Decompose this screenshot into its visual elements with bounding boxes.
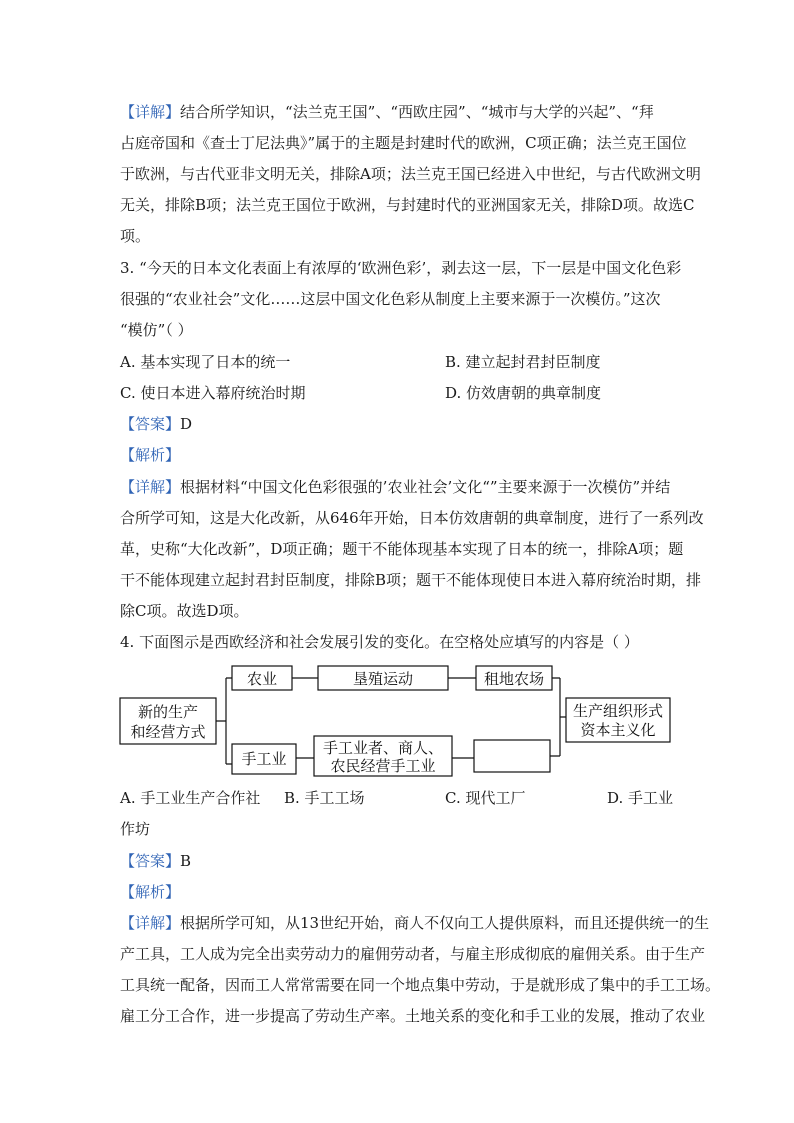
q3-stem-line-1: 3. “今天的日本文化表面上有浓厚的‘欧洲色彩’，剥去这一层，下一层是中国文化色彩: [120, 259, 682, 277]
q3-stem-line-2: 很强的“农业社会”文化……这层中国文化色彩从制度上主要来源于一次模仿。”这次: [120, 290, 661, 308]
top-row-2: 垦殖运动: [352, 670, 414, 688]
right-box-line-1: 生产组织形式: [572, 702, 664, 720]
q4-detail-line-1: 【详解】根据所学可知，从13世纪开始，商人不仅向工人提供原料，而且还提供统一的生: [120, 914, 710, 932]
q4-detail-line-4: 雇工分工合作，进一步提高了劳动生产率。土地关系的变化和手工业的发展，推动了农业: [120, 1007, 706, 1025]
prev-detail-line-2: 占庭帝国和《查士丁尼法典》”属于的主题是封建时代的欧洲，C项正确；法兰克王国位: [120, 134, 687, 152]
detail-tag: 【详解】: [120, 103, 181, 121]
q3-option-d: D. 仿效唐朝的典章制度: [445, 384, 602, 402]
left-box-line-1: 新的生产: [137, 703, 199, 721]
answer-value: B: [180, 852, 192, 870]
q4-detail-line-3: 工具统一配备，因而工人常常需要在同一个地点集中劳动，于是就形成了集中的手工工场。: [120, 976, 721, 994]
q3-option-c: C. 使日本进入幕府统治时期: [120, 384, 306, 402]
answer-value: D: [180, 415, 193, 433]
flow-diagram: [118, 660, 678, 780]
q3-detail-line-5: 除C项。故选D项。: [120, 602, 249, 620]
q3-option-a: A. 基本实现了日本的统一: [120, 353, 291, 371]
prev-detail-line-4: 无关，排除B项；法兰克王国位于欧洲，与封建时代的亚洲国家无关，排除D项。故选C: [120, 196, 695, 214]
q3-detail-line-3: 革，史称“大化改新”，D项正确；题干不能体现基本实现了日本的统一，排除A项；题: [120, 540, 684, 558]
detail-tag: 【详解】: [120, 478, 181, 496]
q4-answer: [120, 851, 680, 871]
right-box-line-2: 资本主义化: [580, 721, 656, 739]
q3-stem-line-3: “模仿”（ ）: [120, 321, 193, 339]
q4-option-a: A. 手工业生产合作社: [120, 789, 261, 807]
left-bracket: [216, 678, 232, 764]
q3-analysis-tag: 【解析】: [120, 446, 181, 464]
detail-tag: 【详解】: [120, 914, 181, 932]
blank-answer-box: [474, 740, 550, 772]
top-row-1: 农业: [246, 670, 278, 688]
prev-detail-line-1: 【详解】结合所学知识，“法兰克王国”、“西欧庄园”、“城市与大学的兴起”、“拜: [120, 103, 654, 121]
q3-detail-line-2: 合所学可知，这是大化改新，从646年开始，日本仿效唐朝的典章制度，进行了一系列改: [120, 509, 704, 527]
q4-option-d-continued: 作坊: [120, 820, 151, 838]
q3-option-b: B. 建立起封君封臣制度: [445, 353, 601, 371]
q4-analysis-tag: 【解析】: [120, 883, 181, 901]
q3-detail-line-4: 干不能体现建立起封君封臣制度，排除B项；题干不能体现使日本进入幕府统治时期，排: [120, 571, 702, 589]
prev-detail-line-5: 项。: [120, 227, 151, 245]
bottom-row-1: 手工业: [241, 750, 287, 768]
q4-detail-line-2: 产工具，工人成为完全出卖劳动力的雇佣劳动者，与雇主形成彻底的雇佣关系。由于生产: [120, 945, 706, 963]
q3-detail-line-1: 【详解】根据材料“中国文化色彩很强的’农业社会’文化“”主要来源于一次模仿”并结: [120, 478, 671, 496]
top-row-3: 租地农场: [483, 670, 545, 688]
q4-stem: 4. 下面图示是西欧经济和社会发展引发的变化。在空格处应填写的内容是（ ）: [120, 633, 639, 651]
left-box-line-2: 和经营方式: [130, 723, 206, 741]
prev-detail-line-3: 于欧洲，与古代亚非文明无关，排除A项；法兰克王国已经进入中世纪，与古代欧洲文明: [120, 165, 701, 183]
answer-tag: 【答案】: [120, 852, 181, 870]
q4-option-d: D. 手工业: [607, 789, 674, 807]
answer-tag: 【答案】: [120, 415, 181, 433]
q4-option-b: B. 手工工场: [284, 789, 365, 807]
q3-answer: [120, 414, 680, 434]
q4-option-c: C. 现代工厂: [445, 789, 526, 807]
bottom-row-2: 手工业者、商人、: [322, 739, 444, 757]
bottom-row-3: 农民经营手工业: [330, 757, 436, 775]
